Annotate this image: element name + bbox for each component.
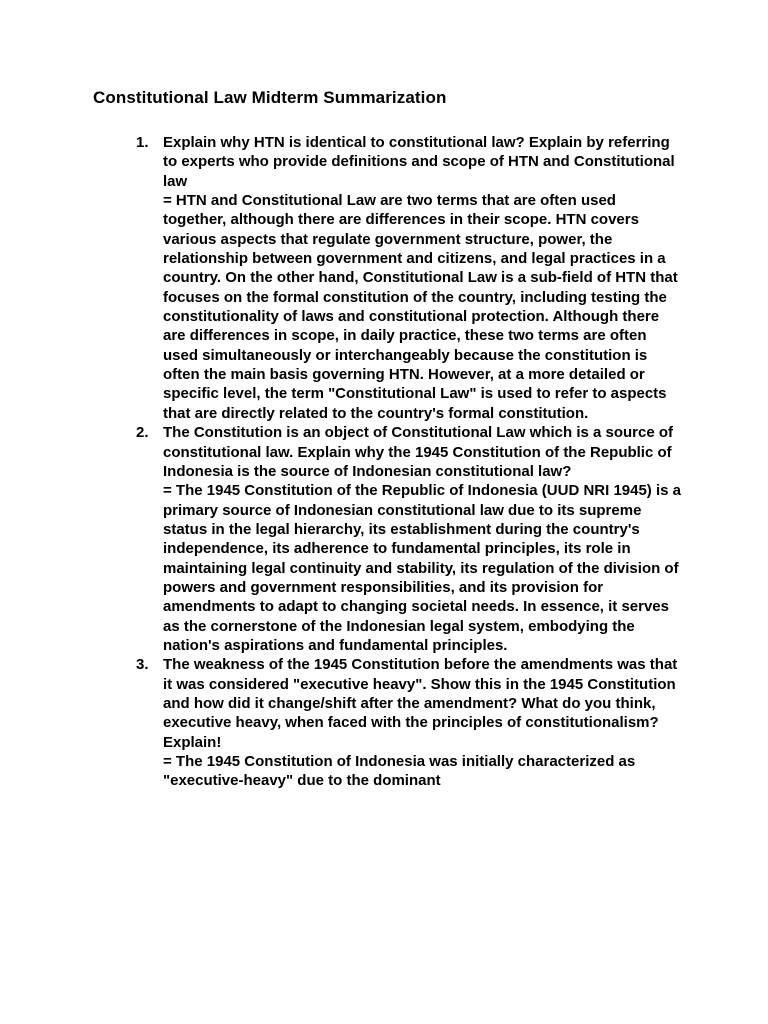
- question-list: [136, 133, 683, 791]
- question-text: Explain why HTN is identical to constitutional law? Explain by referring to experts who provide definitions and scope of HTN and Constitutional law: [163, 134, 675, 190]
- question-item-1: [136, 133, 683, 423]
- question-number: 1.: [136, 134, 149, 151]
- document-title: Constitutional Law Midterm Summarization: [93, 88, 447, 107]
- question-item-2: [136, 423, 683, 655]
- question-text: The Constitution is an object of Constitutional Law which is a source of constitutional law. Explain why the 1945 Constitution of the Republic of Indonesia is the source of Indonesian constitutional law?: [163, 424, 674, 480]
- question-text: The weakness of the 1945 Constitution before the amendments was that it was considered "executive heavy". Show this in the 1945 Constitution and how did it change/shift after the amendment? What do you think, executive heavy, when faced with the principles of constitutionalism? Explain!: [163, 656, 678, 751]
- question-number: 2.: [136, 424, 149, 442]
- answer-text: = The 1945 Constitution of Indonesia was initially characterized as "executive-heavy" due to the dominant: [163, 753, 636, 790]
- question-number: 3.: [136, 656, 149, 674]
- question-item-3: [136, 655, 683, 790]
- answer-text: = HTN and Constitutional Law are two terms that are often used together, although there are differences in their scope. HTN covers various aspects that regulate government structure, power, the relationship between government and citizens, and legal practices in a country. On the other hand, Constitutional Law is a sub-field of HTN that focuses on the formal constitution of the country, including testing the constitutionality of laws and constitutional protection. Although there are differences in scope, in daily practice, these two terms are often used simultaneously or interchangeably because the constitution is often the main basis governing HTN. However, at a more detailed or specific level, the term "Constitutional Law" is used to refer to aspects that are directly related to the country's formal constitution.: [163, 192, 678, 422]
- answer-text: = The 1945 Constitution of the Republic of Indonesia (UUD NRI 1945) is a primary source of Indonesian constitutional law due to its supreme status in the legal hierarchy, its establishment during the country's independence, its adherence to fundamental principles, its role in maintaining legal continuity and stability, its regulation of the division of powers and government responsibilities, and its provision for amendments to adapt to changing societal needs. In essence, it serves as the cornerstone of the Indonesian legal system, embodying the nation's aspirations and fundamental principles.: [163, 482, 681, 654]
